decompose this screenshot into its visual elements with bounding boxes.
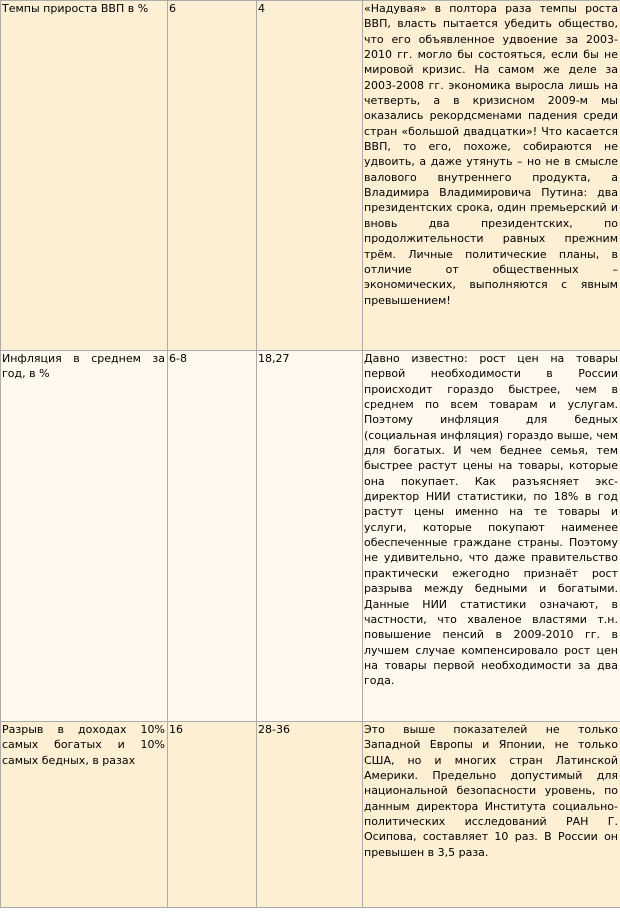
fact-value-cell: 18,27 [257,351,363,722]
plan-value-cell: 16 [168,722,257,908]
plan-value-cell: 6 [168,1,257,351]
indicator-cell: Инфляция в среднем за год, в % [1,351,168,722]
table-row [1,722,620,908]
indicator-cell: Темпы прироста ВВП в % [1,1,168,351]
fact-value-cell: 28-36 [257,722,363,908]
comment-cell: Это выше показателей не только Западной Европы и Японии, не только США, но и многих стран Латинской Америки. Предельно допустимый для национальной безопасности уровень, по данным директора Института социально-политических исследований РАН Г. Осипова, составляет 10 раз. В России он превышен в 3,5 раза. [363,722,620,908]
plan-value-cell: 6-8 [168,351,257,722]
indicator-cell: Разрыв в доходах 10% самых богатых и 10% самых бедных, в разах [1,722,168,908]
fact-value-cell: 4 [257,1,363,351]
table-row [1,1,620,351]
comment-cell: Давно известно: рост цен на товары первой необходимости в России происходит гораздо быстрее, чем в среднем по всем товарам и услугам. Поэтому инфляция для бедных (социальная инфляция) гораздо выше, чем для богатых. И чем беднее семья, тем быстрее растут цены на товары, которые она покупает. Как разъясняет экс-директор НИИ статистики, по 18% в год растут цены именно на те товары и услуги, которые покупают наименее обеспеченные граждане страны. Поэтому не удивительно, что даже правительство практически ежегодно признаёт рост разрыва между бедными и богатыми. Данные НИИ статистики означают, в частности, что хваленое властями т.н. повышение пенсий в 2009-2010 гг. в лучшем случае компенсировало рост цен на товары первой необходимости за два года. [363,351,620,722]
comment-cell: «Надувая» в полтора раза темпы роста ВВП, власть пытается убедить общество, что его объявленное удвоение за 2003-2010 гг. могло бы состояться, если бы не мировой кризис. На самом же деле за 2003-2008 гг. экономика выросла лишь на четверть, а в кризисном 2009-м мы оказались рекордсменами падения среди стран «большой двадцатки»! Что касается ВВП, то его, похоже, собираются не удвоить, а даже утянуть – но не в смысле валового внутреннего продукта, а Владимира Владимировича Путина: два президентских срока, один премьерский и вновь два президентских, по продолжительности равных прежним трём. Личные политические планы, в отличие от общественных – экономических, выполняются с явным превышением! [363,1,620,351]
table-row [1,351,620,722]
